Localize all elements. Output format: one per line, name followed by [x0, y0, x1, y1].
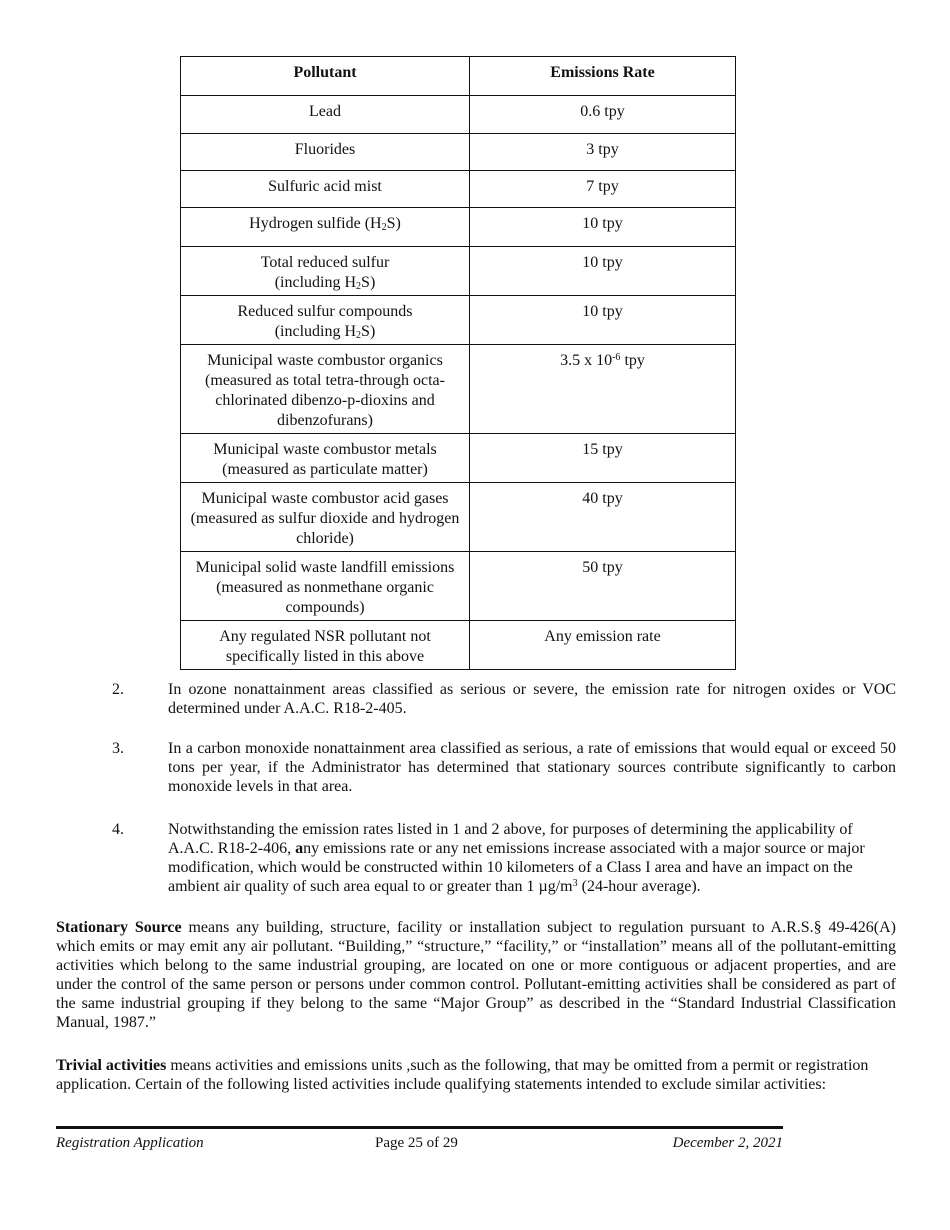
footer-date: December 2, 2021	[672, 1135, 783, 1151]
table-row	[181, 483, 736, 552]
table-row	[181, 296, 736, 345]
pollutant-line1: Total reduced sulfur	[260, 254, 390, 271]
subscript: 2	[356, 330, 362, 341]
rate-cell: 7 tpy	[470, 171, 736, 208]
rate-cell: 0.6 tpy	[470, 96, 736, 134]
pollutant-cell: Municipal waste combustor acid gases (measured as sulfur dioxide and hydrogen chloride)	[181, 483, 470, 552]
pollutant-text-end: S)	[386, 215, 401, 232]
item-text-part: ny emissions rate or any net emissions increase associated with a major source or major modification, which would be constructed within 10 kilometers of a Class I area and have an impact on the ambient air quality of such area equal to or greater than 1 µg/m	[168, 840, 865, 895]
pollutant-cell: Municipal waste combustor organics (measured as total tetra-through octa-chlorinated dibenzo-p-dioxins and dibenzofurans)	[181, 345, 470, 434]
item-text	[168, 820, 888, 896]
table-row	[181, 96, 736, 134]
rate-cell: Any emission rate	[470, 621, 736, 670]
pollutant-line1: Reduced sulfur compounds	[237, 303, 413, 320]
table-row	[181, 171, 736, 208]
pollutant-cell: Sulfuric acid mist	[181, 171, 470, 208]
definition-stationary-source	[56, 918, 896, 1032]
definition-term: Stationary Source	[56, 919, 182, 936]
table-row	[181, 247, 736, 296]
table-row	[181, 208, 736, 247]
item-number: 4.	[112, 821, 124, 838]
pollutant-text: Hydrogen sulfide (H	[249, 215, 382, 232]
item-number: 3.	[112, 740, 124, 757]
rate-cell: 40 tpy	[470, 483, 736, 552]
item-text: In a carbon monoxide nonattainment area classified as serious, a rate of emissions that would equal or exceed 50 tons per year, if the Administrator has determined that stationary sources contribute significantly to carbon monoxide levels in that area.	[168, 740, 896, 795]
item-text-part: (24-hour average).	[577, 878, 701, 895]
footer-rule	[56, 1126, 783, 1129]
rate-text: 3.5 x 10	[560, 352, 613, 369]
table-row	[181, 134, 736, 171]
superscript: -6	[612, 352, 621, 363]
table-row	[181, 621, 736, 670]
table-row	[181, 552, 736, 621]
table-row	[181, 434, 736, 483]
subscript: 2	[381, 222, 387, 233]
pollutant-text: (including H	[274, 323, 357, 340]
pollutant-cell: Any regulated NSR pollutant not specifically listed in this above	[181, 621, 470, 670]
pollutant-cell	[181, 296, 470, 345]
item-number: 2.	[112, 681, 124, 698]
table-header-row	[181, 57, 736, 96]
item-text-part: Notwithstanding the emission rates listed in 1 and 2 above, for purposes of determining the applicability of A.A.C. R18-2-406,	[168, 821, 853, 857]
rate-cell: 3 tpy	[470, 134, 736, 171]
rate-cell: 10 tpy	[470, 296, 736, 345]
pollutant-text-end: S)	[361, 323, 376, 340]
subscript: 2	[356, 281, 362, 292]
pollutant-cell: Fluorides	[181, 134, 470, 171]
emissions-rate-table	[180, 56, 736, 670]
definition-trivial-activities	[56, 1056, 896, 1094]
rate-cell: 10 tpy	[470, 247, 736, 296]
pollutant-cell: Lead	[181, 96, 470, 134]
rate-cell: 10 tpy	[470, 208, 736, 247]
rate-cell	[470, 345, 736, 434]
pollutant-text-end: S)	[361, 274, 376, 291]
pollutant-cell	[181, 208, 470, 247]
pollutant-cell	[181, 247, 470, 296]
rate-cell: 50 tpy	[470, 552, 736, 621]
header-pollutant: Pollutant	[181, 57, 470, 96]
item-text-bold: a	[295, 840, 304, 857]
superscript: 3	[572, 878, 578, 889]
table-row	[181, 345, 736, 434]
footer-page-number: Page 25 of 29	[375, 1135, 458, 1151]
item-text: In ozone nonattainment areas classified as serious or severe, the emission rate for nitrogen oxides or VOC determined under A.A.C. R18-2-405.	[168, 681, 896, 717]
rate-cell: 15 tpy	[470, 434, 736, 483]
header-emissions-rate: Emissions Rate	[470, 57, 736, 96]
pollutant-cell: Municipal waste combustor metals (measured as particulate matter)	[181, 434, 470, 483]
definition-text: means activities and emissions units ,such as the following, that may be omitted from a permit or registration application. Certain of the following listed activities include qualifying statements intended to exclude similar activities:	[56, 1057, 869, 1093]
pollutant-text: (including H	[274, 274, 357, 291]
footer-doc-title: Registration Application	[56, 1135, 204, 1151]
definition-text: means any building, structure, facility or installation subject to regulation pursuant to A.R.S.§ 49-426(A) which emits or may emit any air pollutant. “Building,” “structure,” “facility,” or “installation” means all of the pollutant-emitting activities which belong to the same industrial grouping, are located on one or more contiguous or adjacent properties, and are under the control of the same person or persons under common control. Pollutant-emitting activities shall be considered as part of the same industrial grouping if they belong to the same “Major Group” as described in the “Standard Industrial Classification Manual, 1987.”	[56, 919, 896, 1031]
pollutant-cell: Municipal solid waste landfill emissions (measured as nonmethane organic compounds)	[181, 552, 470, 621]
definition-term: Trivial activities	[56, 1057, 167, 1074]
rate-unit: tpy	[620, 352, 645, 369]
